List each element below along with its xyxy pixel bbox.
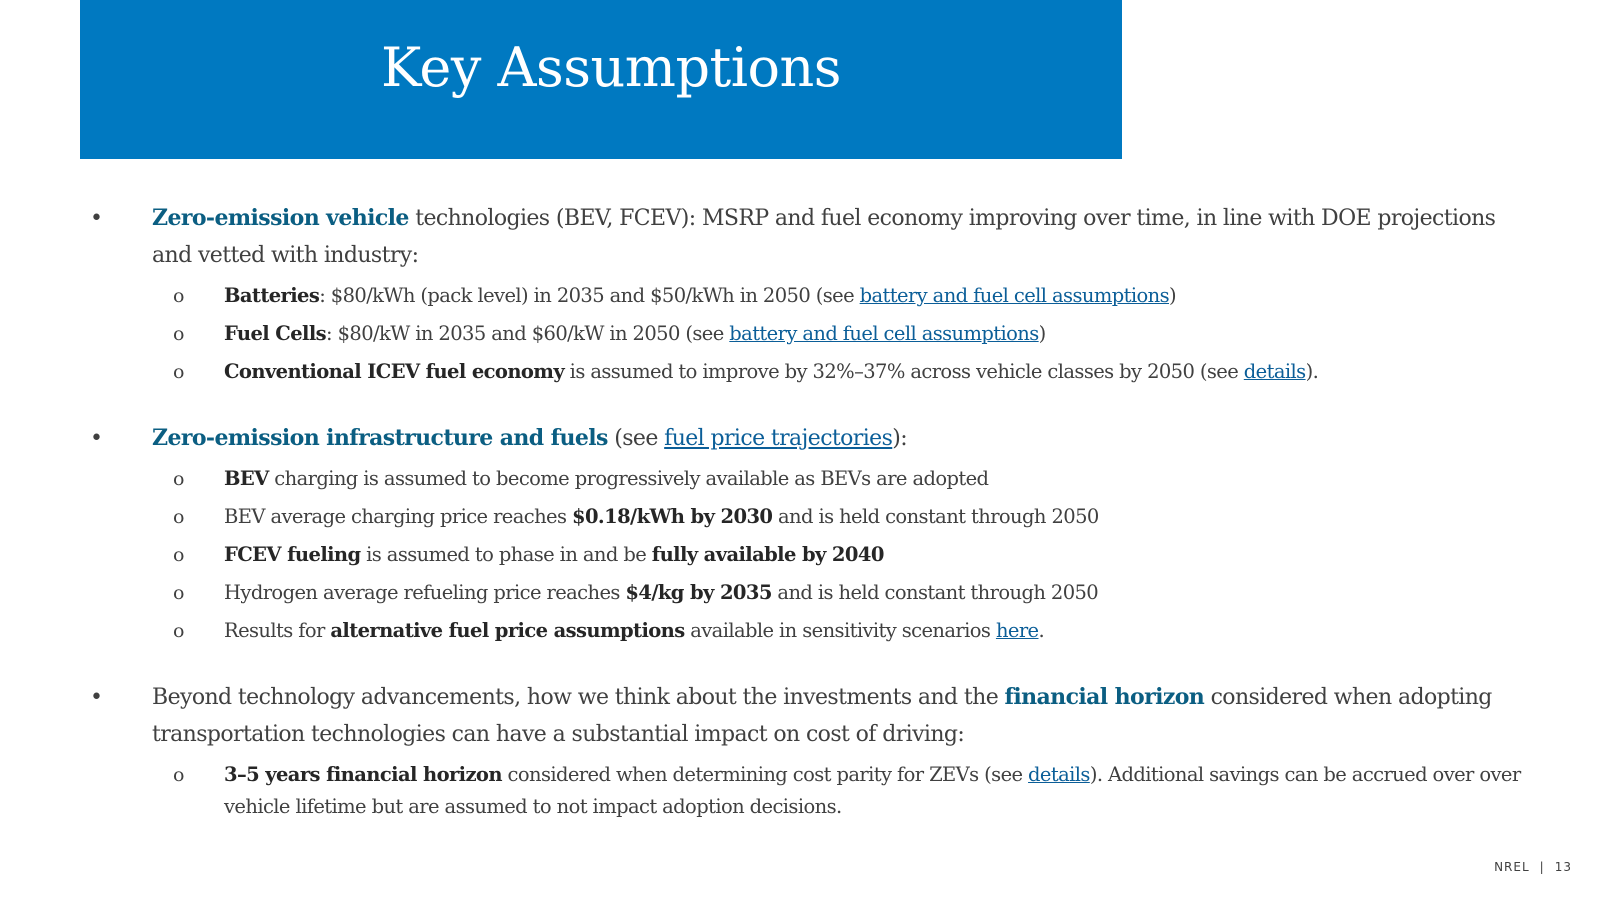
sub-item-icev-fuel-economy bbox=[90, 356, 1530, 388]
sub-item-fuel-cells bbox=[90, 318, 1530, 350]
page-title: Key Assumptions bbox=[381, 36, 841, 99]
bullet-icon: • bbox=[90, 426, 103, 451]
sub-bold: Batteries bbox=[224, 284, 320, 307]
bullet-text: Beyond technology advancements, how we think about the investments and the bbox=[152, 685, 1005, 710]
sub-text: and is held constant through 2050 bbox=[771, 581, 1099, 604]
sub-bullet-icon: o bbox=[173, 544, 184, 566]
sub-bullet-icon: o bbox=[173, 506, 184, 528]
sub-text: is assumed to phase in and be bbox=[360, 543, 652, 566]
sub-text: considered when determining cost parity for ZEVs (see bbox=[501, 763, 1029, 786]
sub-bullet-icon: o bbox=[173, 582, 184, 604]
sub-item-batteries bbox=[90, 280, 1530, 312]
bullet-highlight: Zero-emission vehicle bbox=[152, 205, 409, 231]
battery-fuel-cell-link[interactable]: battery and fuel cell assumptions bbox=[859, 284, 1169, 307]
bullet-highlight: Zero-emission infrastructure and fuels bbox=[152, 425, 608, 451]
sub-bold: alternative fuel price assumptions bbox=[330, 619, 685, 642]
sub-text: and is held constant through 2050 bbox=[772, 505, 1099, 528]
page-number: 13 bbox=[1554, 860, 1572, 874]
bullet-infrastructure-fuels bbox=[90, 420, 1530, 457]
sub-bullet-icon: o bbox=[173, 323, 184, 345]
icev-details-link[interactable]: details bbox=[1243, 360, 1306, 383]
sub-text: ). Additional savings can be accrued over over vehicle lifetime but are assumed to not impact adoption decisions. bbox=[224, 763, 1521, 818]
bullet-financial-horizon bbox=[90, 679, 1530, 753]
bullet-text: considered when adopting transportation technologies can have a substantial impact on cost of driving: bbox=[152, 685, 1492, 747]
sub-bold: 3–5 years financial horizon bbox=[224, 763, 502, 786]
fuel-price-trajectories-link[interactable]: fuel price trajectories bbox=[664, 426, 893, 451]
spacer bbox=[90, 647, 1530, 679]
sub-bullet-icon: o bbox=[173, 468, 184, 490]
sub-text: is assumed to improve by 32%–37% across vehicle classes by 2050 (see bbox=[564, 360, 1244, 383]
sub-bold: Fuel Cells bbox=[224, 322, 327, 345]
sub-item-fcev-fueling bbox=[90, 539, 1530, 571]
sub-text: charging is assumed to become progressively available as BEVs are adopted bbox=[268, 467, 989, 490]
bullet-icon: • bbox=[90, 685, 103, 710]
bullet-icon: • bbox=[90, 206, 103, 231]
slide-footer bbox=[1494, 860, 1572, 874]
sub-text: Hydrogen average refueling price reaches bbox=[224, 581, 626, 604]
financial-details-link[interactable]: details bbox=[1028, 763, 1090, 786]
sub-text: available in sensitivity scenarios bbox=[684, 619, 996, 642]
sub-bold: fully available by 2040 bbox=[651, 543, 884, 566]
footer-org: NREL bbox=[1494, 860, 1530, 874]
sub-bold: $0.18/kWh by 2030 bbox=[572, 505, 773, 528]
sub-bullet-icon: o bbox=[173, 764, 184, 786]
sensitivity-here-link[interactable]: here bbox=[995, 619, 1039, 642]
bullet-text: technologies (BEV, FCEV): MSRP and fuel economy improving over time, in line with DOE projections and vetted with industry: bbox=[152, 206, 1496, 268]
bullet-text: ): bbox=[892, 426, 908, 451]
sub-bullet-icon: o bbox=[173, 285, 184, 307]
bullet-highlight: financial horizon bbox=[1004, 684, 1205, 710]
bullet-zero-emission-vehicle bbox=[90, 200, 1530, 274]
sub-bold: Conventional ICEV fuel economy bbox=[224, 360, 565, 383]
sub-text: ) bbox=[1038, 322, 1046, 345]
sub-text: : $80/kWh (pack level) in 2035 and $50/kWh in 2050 (see bbox=[319, 284, 860, 307]
footer-separator: | bbox=[1539, 860, 1545, 874]
sub-text: Results for bbox=[224, 619, 331, 642]
sub-bullet-icon: o bbox=[173, 620, 184, 642]
spacer bbox=[90, 388, 1530, 420]
bullet-text: (see bbox=[607, 426, 665, 451]
sub-item-bev-price bbox=[90, 501, 1530, 533]
battery-fuel-cell-link-2[interactable]: battery and fuel cell assumptions bbox=[729, 322, 1039, 345]
sub-bold: $4/kg by 2035 bbox=[625, 581, 772, 604]
sub-item-sensitivity bbox=[90, 615, 1530, 647]
sub-item-financial-horizon bbox=[90, 759, 1530, 823]
sub-text: ). bbox=[1305, 360, 1319, 383]
slide-content bbox=[90, 200, 1530, 823]
sub-item-hydrogen-price bbox=[90, 577, 1530, 609]
sub-text: : $80/kW in 2035 and $60/kW in 2050 (see bbox=[326, 322, 730, 345]
sub-bold: BEV bbox=[224, 467, 269, 490]
sub-bold: FCEV fueling bbox=[224, 543, 361, 566]
sub-text: ) bbox=[1168, 284, 1176, 307]
sub-item-bev-charging bbox=[90, 463, 1530, 495]
sub-text: . bbox=[1038, 619, 1045, 642]
title-banner bbox=[80, 0, 1122, 159]
sub-bullet-icon: o bbox=[173, 361, 184, 383]
sub-text: BEV average charging price reaches bbox=[224, 505, 572, 528]
